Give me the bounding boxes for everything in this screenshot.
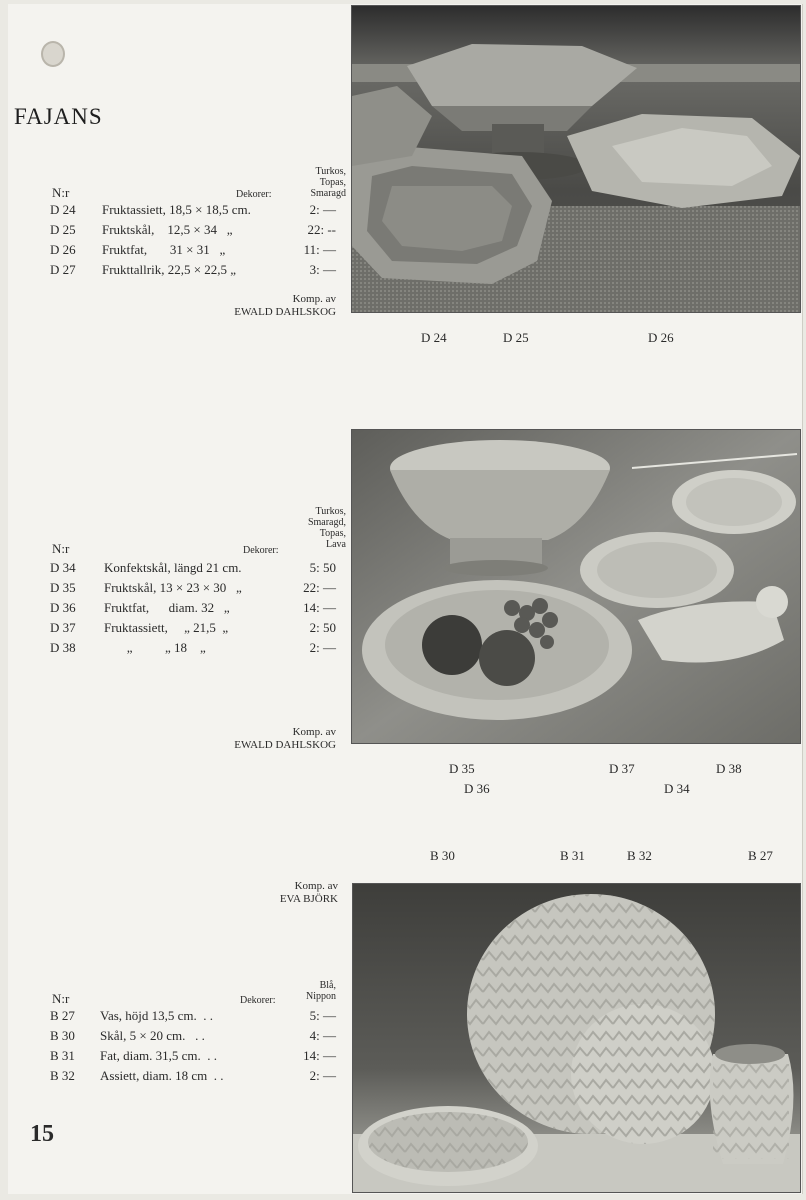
dekorer-label: Dekorer: bbox=[236, 189, 272, 200]
photo-caption: D 36 bbox=[464, 781, 490, 796]
nr-label: N:r bbox=[52, 541, 70, 556]
photo-caption: B 31 bbox=[560, 848, 585, 863]
photo-caption: B 32 bbox=[627, 848, 652, 863]
photo-image bbox=[352, 430, 800, 743]
photo-image bbox=[352, 6, 800, 312]
nr-label: N:r bbox=[52, 185, 70, 200]
decor-header-2: Turkos, Smaragd, Topas, Lava bbox=[307, 506, 346, 550]
decor-header-3: Blå, Nippon bbox=[306, 980, 336, 1002]
photo-image bbox=[353, 884, 800, 1192]
photo-caption: D 38 bbox=[716, 761, 742, 776]
designer-credit-2: Komp. av EWALD DAHLSKOG bbox=[234, 726, 336, 751]
photo-caption: D 24 bbox=[421, 330, 447, 345]
product-photo-fruit-bowls-d34-d38 bbox=[351, 429, 801, 744]
page-title: FAJANS bbox=[14, 104, 103, 129]
photo-caption: D 25 bbox=[503, 330, 529, 345]
product-photo-fruit-bowls-d24-d26 bbox=[351, 5, 801, 313]
designer-credit-1: Komp. av EWALD DAHLSKOG bbox=[234, 293, 336, 318]
decor-header-1: Turkos, Topas, Smaragd bbox=[310, 166, 346, 199]
photo-caption: D 35 bbox=[449, 761, 475, 776]
binder-hole bbox=[41, 41, 65, 67]
nr-label: N:r bbox=[52, 991, 70, 1006]
dekorer-label: Dekorer: bbox=[243, 545, 279, 556]
photo-caption: D 37 bbox=[609, 761, 635, 776]
page-number: 15 bbox=[30, 1121, 54, 1147]
photo-caption: B 30 bbox=[430, 848, 455, 863]
photo-caption: D 34 bbox=[664, 781, 690, 796]
photo-caption: D 26 bbox=[648, 330, 674, 345]
designer-credit-3: Komp. av EVA BJÖRK bbox=[279, 880, 338, 905]
product-photo-nippon-ceramics-b27-b32 bbox=[352, 883, 801, 1193]
photo-caption: B 27 bbox=[748, 848, 773, 863]
dekorer-label: Dekorer: bbox=[240, 995, 276, 1006]
